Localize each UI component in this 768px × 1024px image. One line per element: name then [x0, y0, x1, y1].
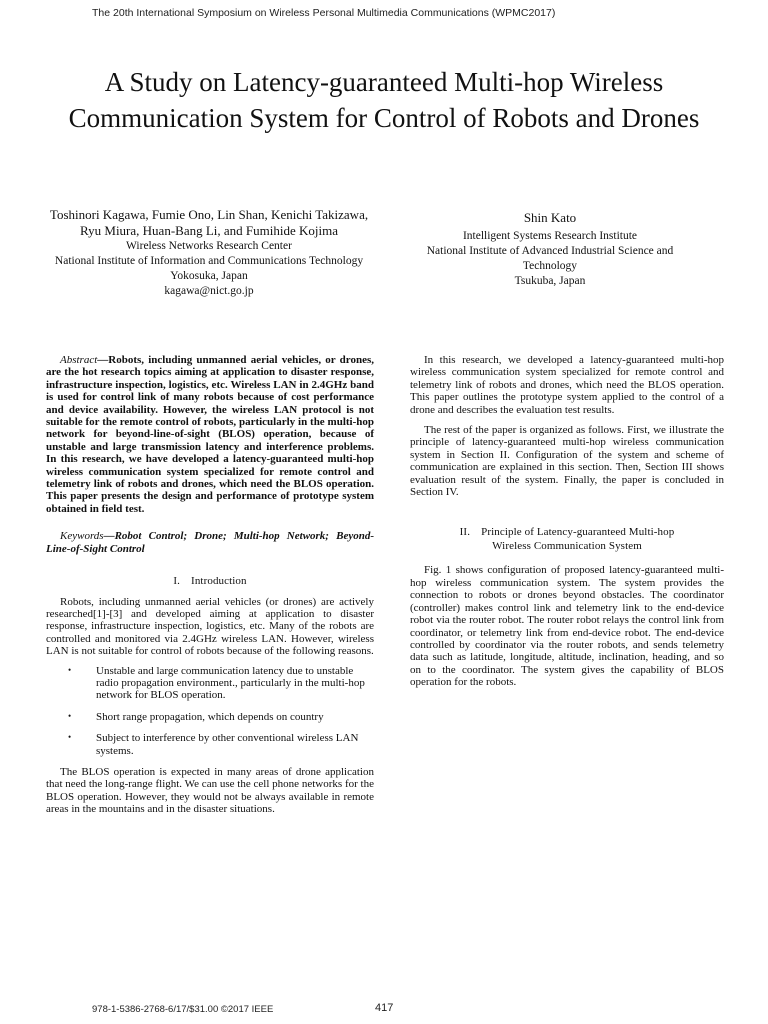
affiliation-left-2: National Institute of Information and Communications Technology [54, 255, 364, 267]
right-paragraph-2: The rest of the paper is organized as follows. First, we illustrate the principle of latency-guaranteed multi-hop wireless communication system in Section II. Configuration of the system and scheme of communication are explained in this section. Then, Section III shows evaluation result of the system. Finally, the paper is concluded in Section IV. [410, 424, 724, 499]
bullet-dot-icon: • [68, 710, 72, 721]
section-heading-principle-line-1: II. Principle of Latency-guaranteed Multi-hop [459, 526, 675, 539]
abstract-label: Abstract [60, 354, 98, 366]
section-heading-principle [410, 525, 724, 553]
paper-title: A Study on Latency-guaranteed Multi-hop Wireless Communication System for Control of Robots and Drones [68, 67, 700, 133]
section-heading-introduction: I. Introduction [173, 575, 247, 588]
keywords-text: —Robot Control; Drone; Multi-hop Network; Beyond-Line-of-Sight Control [46, 530, 374, 555]
author-names-left: Toshinori Kagawa, Fumie Ono, Lin Shan, Kenichi Takizawa, Ryu Miura, Huan-Bang Li, and Fumihide Kojima [49, 207, 369, 238]
page-number: 417 [375, 1002, 394, 1014]
affiliation-right-3: Tsukuba, Japan [514, 275, 586, 287]
abstract-text: —Robots, including unmanned aerial vehicles, or drones, are the hot research topics aiming at application to disaster response, infrastructure inspection, logistics, etc. Wireless LAN in 2.4GHz band is used for control link of many robots because of cost performance and device availability. However, the wireless LAN protocol is not suitable for the remote control of robots, particularly in the multi-hop network for beyond-line-of-sight (BLOS) operation, because of unstable and large transmission latency and interference problems. In this research, we have developed a latency-guaranteed multi-hop wireless communication system specialized for remote control and telemetry link of robots and drones, which need the BLOS operation. This paper presents the design and performance of prototype system obtained in field test. [46, 354, 374, 515]
principle-paragraph-1: Fig. 1 shows configuration of proposed latency-guaranteed multi-hop wireless communication system. The system provides the connection to robots or drones beyond obstacles. The coordinator (controller) makes control link and telemetry link to the end-device robot via the router robot. The router robot relays the control link from coordinator, or telemetry link from end-device robot. The end-device controlled by coordinator via the router robots, and sends telemetry data such as latitude, longitude, altitude, inclination, heading, and so on to the coordinator. The system gives the capability of BLOS operation for the robots. [410, 564, 724, 689]
affiliation-right-2: National Institute of Advanced Industrial Science and Technology [426, 245, 674, 272]
affiliation-right-1: Intelligent Systems Research Institute [462, 230, 638, 242]
conference-header: The 20th International Symposium on Wireless Personal Multimedia Communications (WPMC2017) [92, 7, 556, 19]
intro-paragraph-1: Robots, including unmanned aerial vehicles (or drones) are actively researched[1]-[3] and developed aiming at application to disaster response, infrastructure inspection, logistics, etc. Many of the robots are controlled and monitored via 2.4GHz wireless LAN. However, wireless LAN is not suitable for control of robots because of the following reasons. [46, 595, 374, 658]
right-column [410, 354, 724, 689]
bullet-dot-icon: • [68, 732, 72, 743]
affiliation-left-1: Wireless Networks Research Center [126, 240, 292, 252]
bullet-item: • Unstable and large communication latency due to unstable radio propagation environment., particularly in the multi-hop network for BLOS operation. [68, 664, 365, 702]
intro-paragraph-2: The BLOS operation is expected in many areas of drone application that need the long-range flight. We can use the cell phone networks for the BLOS operation. However, they would not be always available in remote areas in the mountains and in the disaster situations. [46, 765, 374, 816]
left-column [46, 354, 374, 816]
keywords [46, 530, 374, 555]
author-block-right [400, 210, 700, 289]
bullet-item: • Subject to interference by other conventional wireless LAN systems. [68, 732, 359, 757]
right-paragraph-1: In this research, we developed a latency-guaranteed multi-hop wireless communication system specialized for remote control and telemetry link of robots and drones, which need the BLOS operation. This paper outlines the prototype system applied to the control of a drone and describes the evaluation test results. [410, 354, 724, 416]
bullet-dot-icon: • [68, 664, 72, 675]
author-names-right: Shin Kato [523, 210, 577, 225]
bullet-item: • Short range propagation, which depends on country [68, 710, 324, 723]
affiliation-left-3: Yokosuka, Japan [170, 270, 248, 282]
section-heading-principle-line-2: Wireless Communication System [492, 540, 642, 553]
author-block-left [48, 207, 370, 299]
keywords-label: Keywords [60, 530, 104, 543]
footer-isbn: 978-1-5386-2768-6/17/$31.00 ©2017 IEEE [92, 1004, 274, 1015]
author-email-left: kagawa@nict.go.jp [164, 285, 254, 297]
abstract [46, 354, 374, 515]
reason-bullet-list [46, 665, 374, 757]
